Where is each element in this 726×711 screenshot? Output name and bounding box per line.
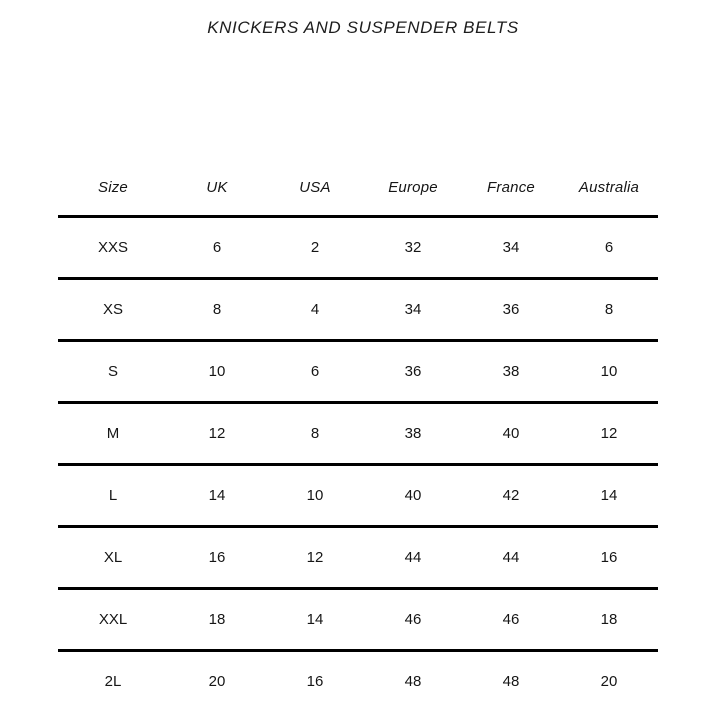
cell-size: XL bbox=[58, 527, 168, 589]
cell-usa: 10 bbox=[266, 465, 364, 527]
cell-uk: 10 bbox=[168, 341, 266, 403]
size-table-container bbox=[58, 160, 658, 711]
table-row bbox=[58, 217, 658, 279]
cell-europe: 40 bbox=[364, 465, 462, 527]
cell-france: 44 bbox=[462, 527, 560, 589]
cell-uk: 14 bbox=[168, 465, 266, 527]
cell-australia: 20 bbox=[560, 651, 658, 711]
cell-france: 34 bbox=[462, 217, 560, 279]
cell-australia: 10 bbox=[560, 341, 658, 403]
table-body bbox=[58, 217, 658, 711]
table-row bbox=[58, 651, 658, 711]
cell-uk: 16 bbox=[168, 527, 266, 589]
cell-france: 36 bbox=[462, 279, 560, 341]
cell-size: XS bbox=[58, 279, 168, 341]
cell-europe: 32 bbox=[364, 217, 462, 279]
cell-uk: 20 bbox=[168, 651, 266, 711]
table-row bbox=[58, 403, 658, 465]
cell-france: 48 bbox=[462, 651, 560, 711]
column-header-australia: Australia bbox=[560, 160, 658, 217]
cell-size: M bbox=[58, 403, 168, 465]
cell-usa: 6 bbox=[266, 341, 364, 403]
table-row bbox=[58, 589, 658, 651]
cell-usa: 2 bbox=[266, 217, 364, 279]
cell-uk: 18 bbox=[168, 589, 266, 651]
column-header-usa: USA bbox=[266, 160, 364, 217]
column-header-europe: Europe bbox=[364, 160, 462, 217]
cell-usa: 16 bbox=[266, 651, 364, 711]
cell-france: 40 bbox=[462, 403, 560, 465]
cell-australia: 8 bbox=[560, 279, 658, 341]
column-header-size: Size bbox=[58, 160, 168, 217]
cell-europe: 48 bbox=[364, 651, 462, 711]
cell-europe: 44 bbox=[364, 527, 462, 589]
column-header-france: France bbox=[462, 160, 560, 217]
cell-size: XXL bbox=[58, 589, 168, 651]
page-title: KNICKERS AND SUSPENDER BELTS bbox=[0, 18, 726, 38]
cell-uk: 6 bbox=[168, 217, 266, 279]
cell-france: 46 bbox=[462, 589, 560, 651]
cell-australia: 18 bbox=[560, 589, 658, 651]
cell-uk: 8 bbox=[168, 279, 266, 341]
size-conversion-table bbox=[58, 160, 658, 711]
cell-usa: 12 bbox=[266, 527, 364, 589]
cell-size: L bbox=[58, 465, 168, 527]
table-row bbox=[58, 341, 658, 403]
cell-europe: 36 bbox=[364, 341, 462, 403]
cell-usa: 8 bbox=[266, 403, 364, 465]
cell-europe: 38 bbox=[364, 403, 462, 465]
cell-usa: 4 bbox=[266, 279, 364, 341]
cell-australia: 14 bbox=[560, 465, 658, 527]
cell-australia: 16 bbox=[560, 527, 658, 589]
table-header-row bbox=[58, 160, 658, 217]
cell-size: S bbox=[58, 341, 168, 403]
cell-europe: 46 bbox=[364, 589, 462, 651]
table-row bbox=[58, 279, 658, 341]
table-row bbox=[58, 465, 658, 527]
column-header-uk: UK bbox=[168, 160, 266, 217]
cell-australia: 6 bbox=[560, 217, 658, 279]
cell-size: XXS bbox=[58, 217, 168, 279]
table-row bbox=[58, 527, 658, 589]
cell-uk: 12 bbox=[168, 403, 266, 465]
cell-france: 38 bbox=[462, 341, 560, 403]
cell-usa: 14 bbox=[266, 589, 364, 651]
cell-europe: 34 bbox=[364, 279, 462, 341]
cell-australia: 12 bbox=[560, 403, 658, 465]
table-header bbox=[58, 160, 658, 217]
cell-size: 2L bbox=[58, 651, 168, 711]
cell-france: 42 bbox=[462, 465, 560, 527]
